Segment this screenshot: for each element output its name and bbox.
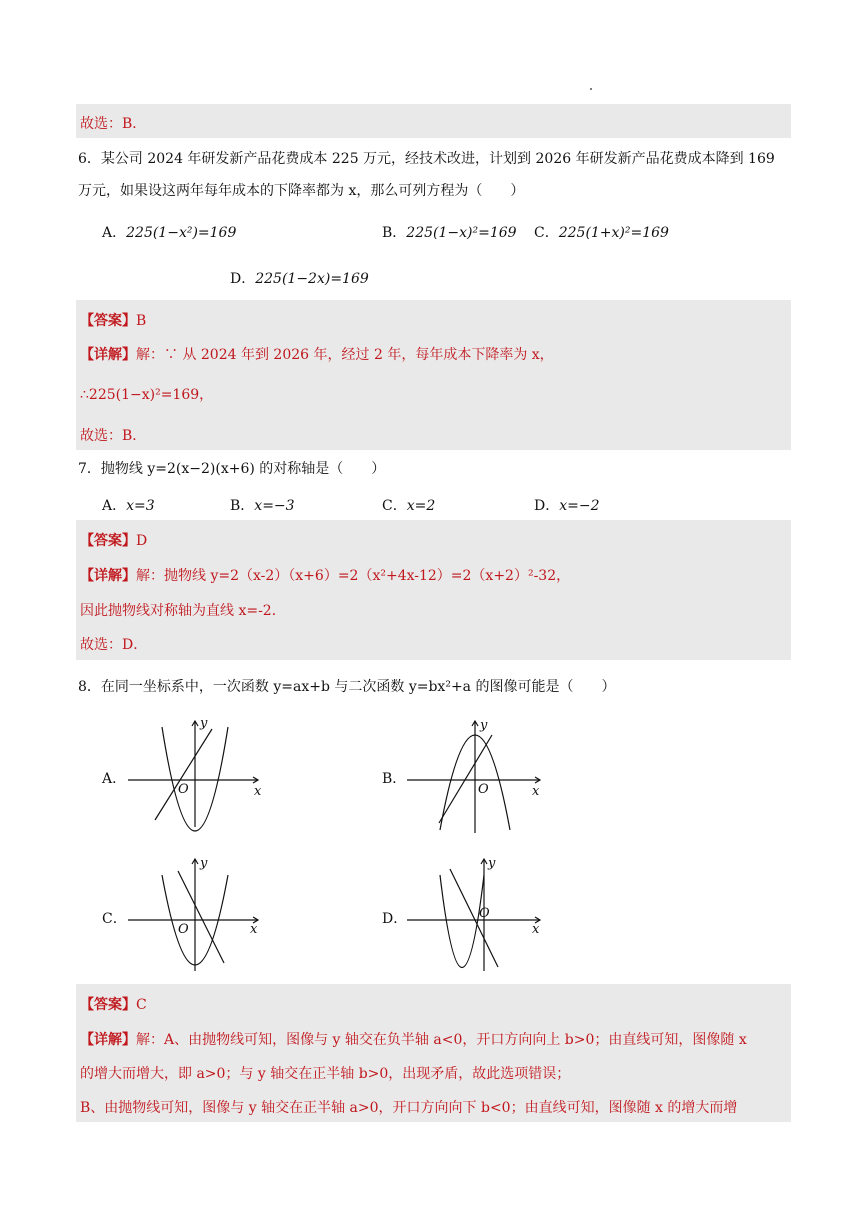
q7-option-b: B．x=−3 — [230, 498, 295, 514]
conclusion-q7: 故选：D． — [80, 637, 148, 653]
origin-label: O — [178, 782, 189, 797]
answer-q7: 【答案】D — [80, 533, 148, 549]
origin-label: O — [178, 922, 189, 937]
answer-q8: 【答案】C — [80, 997, 147, 1013]
q8-graph-a — [120, 715, 270, 835]
q8-option-b-label: B． — [382, 771, 407, 787]
detail-q6-line1: 【详解】解：∵ 从 2024 年到 2026 年，经过 2 年，每年成本下降率为 x， — [80, 347, 554, 363]
q6-option-a: A．225(1−x²)=169 — [102, 225, 237, 241]
q8-graph-d — [402, 855, 552, 975]
detail-q8-line3: B、由抛物线可知，图像与 y 轴交在正半轴 a>0，开口方向向下 b<0；由直线可知，图像随 x 的增大而增 — [80, 1100, 738, 1116]
q8-graph-b — [402, 715, 552, 840]
q6-option-d: D．225(1−2x)=169 — [230, 271, 369, 287]
answer-block-q7 — [76, 520, 791, 660]
answer-block-q5 — [76, 104, 791, 138]
detail-q7-line2: 因此抛物线对称轴为直线 x=-2． — [80, 603, 286, 619]
detail-q8-line1: 【详解】解：A、由抛物线可知，图像与 y 轴交在负半轴 a<0，开口方向向上 b>0；由直线可知，图像随 x — [80, 1032, 747, 1048]
q6-option-c: C．225(1+x)²=169 — [534, 225, 669, 241]
y-axis-label: y — [480, 718, 488, 733]
x-axis-label: x — [532, 784, 540, 799]
question-6-line1: 6．某公司 2024 年研发新产品花费成本 225 万元，经技术改进，计划到 2026 年研发新产品花费成本降到 169 — [78, 151, 775, 167]
question-6-line2: 万元，如果设这两年每年成本的下降率都为 x，那么可列方程为（ ） — [78, 183, 525, 199]
x-axis-label: x — [250, 922, 258, 937]
y-axis-label: y — [488, 856, 496, 871]
q7-option-c: C．x=2 — [382, 498, 436, 514]
q6-option-b: B．225(1−x)²=169 — [382, 225, 517, 241]
answer-block-q8 — [76, 984, 791, 1122]
q7-option-d: D．x=−2 — [534, 498, 600, 514]
question-8: 8．在同一坐标系中，一次函数 y=ax+b 与二次函数 y=bx²+a 的图像可能是（ ） — [78, 679, 616, 695]
origin-label: O — [478, 782, 489, 797]
y-axis-label: y — [200, 716, 208, 731]
origin-label: O — [479, 906, 490, 921]
q8-option-c-label: C． — [102, 911, 127, 927]
answer-q6: 【答案】B — [80, 313, 147, 329]
detail-q6-line2: ∴225(1−x)²=169， — [80, 387, 214, 403]
detail-q8-line2: 的增大而增大，即 a>0；与 y 轴交在正半轴 b>0，出现矛盾，故此选项错误； — [80, 1066, 571, 1082]
x-axis-label: x — [254, 784, 262, 799]
q8-graph-c — [120, 855, 270, 975]
conclusion-q6: 故选：B． — [80, 428, 147, 444]
question-7: 7．抛物线 y=2(x−2)(x+6) 的对称轴是（ ） — [78, 461, 386, 477]
y-axis-label: y — [200, 856, 208, 871]
answer-block-q6 — [76, 300, 791, 450]
q7-option-a: A．x=3 — [102, 498, 155, 514]
q8-option-a-label: A． — [102, 771, 127, 787]
detail-q7-line1: 【详解】解：抛物线 y=2（x-2）（x+6）=2（x²+4x-12）=2（x+2）²-32， — [80, 568, 571, 584]
conclusion-q5: 故选：B． — [80, 116, 147, 132]
stray-dot — [590, 88, 592, 90]
q8-option-d-label: D． — [382, 911, 408, 927]
x-axis-label: x — [532, 922, 540, 937]
